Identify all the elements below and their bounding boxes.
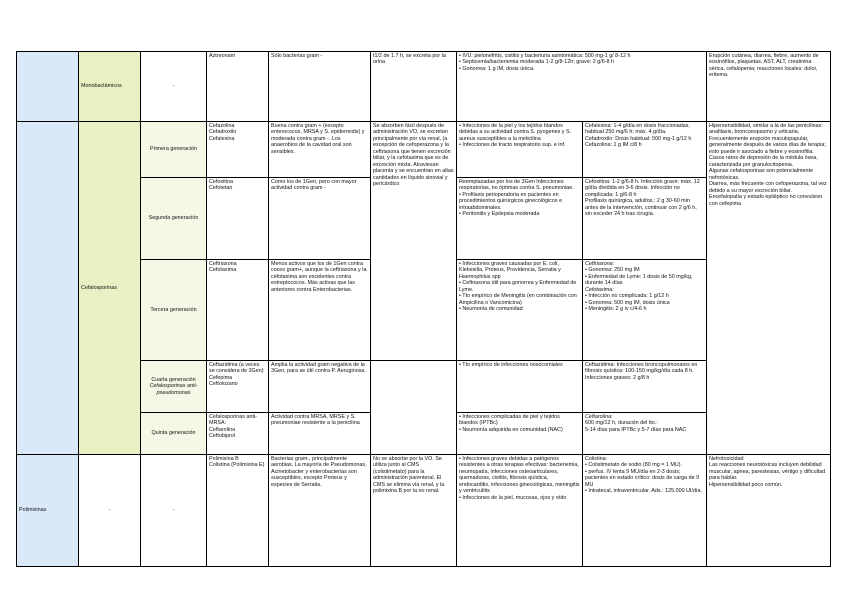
drug-heading: Ceftriaxona:: [585, 261, 615, 267]
list-item: Diarrea, más frecuente con cefoperazona, tal vez debido a su mayor excreción biliar.: [709, 181, 827, 194]
list-item: • Tto empírico de Meningitis (en combinación con Ampicilina o Vancomicina): [459, 293, 577, 306]
subgroup-cell: [141, 361, 207, 413]
list-item: • Tto empírico de infecciones nosocomiales: [459, 362, 563, 368]
dosage-cell: [583, 413, 707, 455]
drugs-cell: [207, 52, 269, 122]
drug-name: Ceftazidima (a veces se considera de 3Gen): [209, 362, 264, 375]
list-item: Las reacciones neurotóxicas incluyen debilidad muscular, apnea, parestesias, vértigo y dificultad para hablar.: [709, 462, 826, 482]
list-item: • Septicemia/bacteriemia moderada 1-2 g/8-12h; grave: 2 g/6-8 h: [459, 59, 615, 66]
list-item: • Meningitis: 2 g iv c/4-6 h: [585, 306, 647, 313]
table-row: [17, 455, 831, 567]
table-row: [17, 52, 831, 122]
list-item: • Gonorrea: 1 g IM, dosis única.: [459, 65, 535, 72]
drug-name: Ceftolozano: [209, 381, 238, 388]
list-item: Ceftazidima: Infecciones broncopulmonares en fibrosis quística: 100-150 mg/kg/día cada 8 h. Infecciones graves: 2 g/8 h: [585, 362, 698, 381]
indications-cell: [457, 178, 583, 260]
indications-cell: [457, 52, 707, 122]
spectrum-cell: Menos activos que los de 1Gen contra cocos gram+, aunque la ceftriaxona y la cefotaxima son excelentes contra estreptococos. Más activas que las anteriores contra Enterobacterias.: [269, 260, 371, 361]
drugs-cell: [207, 413, 269, 455]
drug-name: Cefalexina: [209, 135, 235, 142]
list-item: Frecuentemente erupción maculopapular, generalmente después de varios días de terapia; esto puede ir asociado a fiebre y eosinofilia.: [709, 135, 826, 155]
list-item: • Infecciones de la piel y los tejidos blandos debidas a su actividad contra S. pyogenes y S. aureus susceptibles a la meticilina: [459, 123, 572, 142]
spectrum-cell: Amplia la actividad gram negativa de la 3Gen, para se útil contra P. Aeruginosa.: [269, 361, 371, 413]
drugs-cell: [207, 361, 269, 413]
list-item: • Infecciones de tracto respiratorio sup. e inf.: [459, 142, 566, 149]
pharmacokinetics-cell: t1/2 de 1.7 h, se excreta por la orina: [371, 52, 457, 122]
table-row: [17, 122, 831, 178]
subgroup-cell: Primera generación: [141, 122, 207, 178]
drug-name: Colistina (Polimixina E): [209, 462, 265, 469]
list-item: 5-14 días para IPTBc y 5-7 días para NAC: [585, 426, 687, 433]
subgroup-cell: -: [141, 52, 207, 122]
list-item: • Profilaxis perioperatoria en pacientes en procedimientos quirúrgicos ginecológicos e intraabdominales.: [459, 191, 563, 211]
adverse-cell: [707, 122, 831, 455]
dosage-cell: [583, 178, 707, 260]
group-cell: -: [79, 455, 141, 567]
list-item: • Infecciones de la piel, mucosas, ojos y oído: [459, 494, 567, 501]
list-item: • IVU: pielonefritis, cistitis y bacteriuria asintomática: 500 mg-1 g/ 8-12 h: [459, 53, 631, 59]
list-item: • Infecciones graves debidas a patógenos resistentes a otras terapias efectivas: bacteriemia, neumopatía, infecciones osteoarticulares, quemaduras, cistitis, fibrosis quística, endocarditis, infecciones ginecológicas, meningitis y ventriculitis: [459, 456, 580, 495]
list-item: • Neumonía adquirida en comunidad.(NAC): [459, 426, 563, 433]
list-item: • Infecciones graves causadas por E. coli, Klebsiella, Proteus, Providencia, Serratia y Haemophilus spp: [459, 261, 561, 280]
list-item: Hipersensibilidad poco común.: [709, 481, 783, 488]
drugs-cell: [207, 122, 269, 178]
indications-cell: [457, 455, 583, 567]
indications-cell: [457, 361, 583, 413]
indications-cell: [457, 122, 583, 178]
list-item: • Enfermedad de Lyme: 1 dosis de 50 mg/kg, durante 14 días: [585, 273, 693, 287]
list-item: Reemplazadas por los de 3Gen Infecciones respiratorias, no óptimas contra S. pneumoniae.: [459, 179, 574, 192]
dosage-cell: [583, 260, 707, 361]
indications-cell: [457, 413, 583, 455]
pharmacokinetics-cell: No se absorbe por la VO. Se utiliza junto al CMS (colistimetato) para la administración parenteral. El CMS se elimina vía renal, y la polimixina B por la no renal.: [371, 455, 457, 567]
subgroup-cell: Tercera generación: [141, 260, 207, 361]
spectrum-cell: Sólo bacterias gram -: [269, 52, 371, 122]
drug-name: Aztreonam: [209, 53, 236, 59]
list-item: Cefazolina: 1 g IM c/8 h: [585, 142, 642, 149]
family-cell: [17, 52, 79, 122]
spectrum-cell: Actividad contra MRSA, MRSE y S. pneumoniae resistente a la penicilina: [269, 413, 371, 455]
adverse-cell: [707, 455, 831, 567]
list-item: • Colistimetato de sodio (80 mg = 1 MU).: [585, 462, 683, 469]
list-item: • perfus. IV lenta 9 MU/día en 2-3 dosis; pacientes en estado crítico: dosis de carga de 9 MU: [585, 468, 700, 488]
drug-name: Cefepima: [209, 374, 233, 381]
list-item: Cefalexina: 1-4 g/día en dosis fraccionadas, habitual 250 mg/6 h; máx. 4 g/día.: [585, 123, 690, 136]
drug-name: Cefoxitina: [209, 179, 233, 185]
drug-name: Cefotetan: [209, 185, 233, 192]
drug-heading: Cefotaxima:: [585, 286, 614, 293]
family-cell: [17, 122, 79, 455]
list-item: Nefrotoxicidad: [709, 456, 744, 462]
subgroup-cell: Quinta generación: [141, 413, 207, 455]
drug-table: [16, 51, 831, 567]
group-cell: Monobactámicos: [79, 52, 141, 122]
spectrum-cell: Como los de 1Gen, pero con mayor actividad contra gram -: [269, 178, 371, 260]
list-item: Cefoxitina: 1-2 g/6-8 h. Infección grave: máx. 12 g/día dividida en 3-6 dosis. Infección no complicada: 1 g/6-8 h: [585, 179, 700, 198]
family-cell: Polimixinas: [17, 455, 79, 567]
adverse-cell: Erupción cutánea, diarrea, fiebre, aumento de eosinófilos, plaquetas, AST, ALT, creatinina sérica, cefalopenia; reacciones locales: dolor, eritema.: [707, 52, 831, 122]
list-item: • Gonorrea: 250 mg IM: [585, 267, 640, 274]
drug-heading: Ceftarolina:: [585, 414, 613, 420]
drug-name: Ceftriaxona: [209, 261, 237, 267]
drug-name: Cefadroxilo: [209, 129, 237, 136]
list-item: • Neumonía de comunidad: [459, 306, 523, 313]
dosage-cell: [583, 122, 707, 178]
list-item: Casos raros de depresión de la médula ósea, caracterizada por granulocitopenia.: [709, 155, 818, 168]
drug-name: Cefazolina: [209, 123, 235, 129]
indications-cell: [457, 260, 583, 361]
list-item: • Infección no complicada: 1 g/12 h: [585, 293, 669, 300]
drug-name: Cefotaxima: [209, 267, 237, 274]
list-item: 600 mg/12 h, duración del tto.:: [585, 420, 658, 427]
list-item: Algunas cefalosporinas son potencialmente nefrotóxicas.: [709, 168, 813, 181]
dosage-cell: [583, 455, 707, 567]
group-cell: Cefalosporinas: [79, 122, 141, 455]
subgroup-cell: Segunda generación: [141, 178, 207, 260]
list-item: Hipersensibilidad, similar a la de las penicilinas: anafilaxis, broncoespasmo y urticaria.: [709, 123, 823, 136]
spectrum-cell: Bacterias gram-, principalmente aerobias. La mayoría de Pseudomonas, Acinetobacter y enterobacterias son susceptibles, excepto Proteus y especies de Serratia.: [269, 455, 371, 567]
list-item: Profilaxis quirúrgica, adultos.: 2 g 30-60 min antes de la intervención, continuar con 2 g/6 h, sin exceder 24 h tras cirugía.: [585, 198, 697, 218]
drug-name: Ceftobiprol: [209, 433, 236, 440]
subgroup-title: Cuarta generación: [151, 376, 196, 383]
list-item: • Infecciones complicadas de piel y tejidos blandos (IPTBc): [459, 414, 560, 427]
drugs-cell: [207, 455, 269, 567]
list-item: Cefadroxilo: Dosis habitual: 500 mg-1 g/12 h: [585, 135, 692, 142]
pharmacokinetics-cell-empty: [371, 361, 457, 455]
list-item: • Intratecal, intraventricular. Ads.: 125.000 UI/día.: [585, 488, 702, 495]
list-item: Encefalopatía y estado epiléptico no convulsivo con cefepima: [709, 194, 823, 207]
dosage-cell: [583, 361, 707, 413]
pharmacokinetics-cell: Se absorben fácil después de administración VO, se excretan principalmente por vía renal, (a excepción de cefoperazona y la ceftriaxona que tienen excreción biliar, y la cefotaxima que es de excreción mixta. Atraviesan placenta y se encuentran en altas cantidades en líquido sinovial y pericárdico: [371, 122, 457, 361]
drugs-cell: [207, 260, 269, 361]
list-item: Colistina:: [585, 456, 608, 462]
drug-name: Cefalosporinas anti-MRSA:: [209, 414, 257, 427]
subgroup-cell: -: [141, 455, 207, 567]
drug-name: Ceftarolina: [209, 426, 236, 433]
spectrum-cell: Buena contra gram + (excepto enterococos, MRSA y S. epidermidis) y moderada contra gram -. Los anaerobios de la cavidad oral son sensibles.: [269, 122, 371, 178]
list-item: • Gonorrea: 500 mg IM, dosis única: [585, 299, 670, 306]
drugs-cell: [207, 178, 269, 260]
subgroup-note: Cefalosporinas anti-pseudomonas: [149, 383, 198, 396]
list-item: • Ceftriaxona útil para gonorrea y Enfermedad de Lyme.: [459, 280, 577, 293]
drug-name: Polimixina B: [209, 456, 239, 462]
list-item: • Peritonitis y Epilepsia moderada: [459, 211, 540, 218]
